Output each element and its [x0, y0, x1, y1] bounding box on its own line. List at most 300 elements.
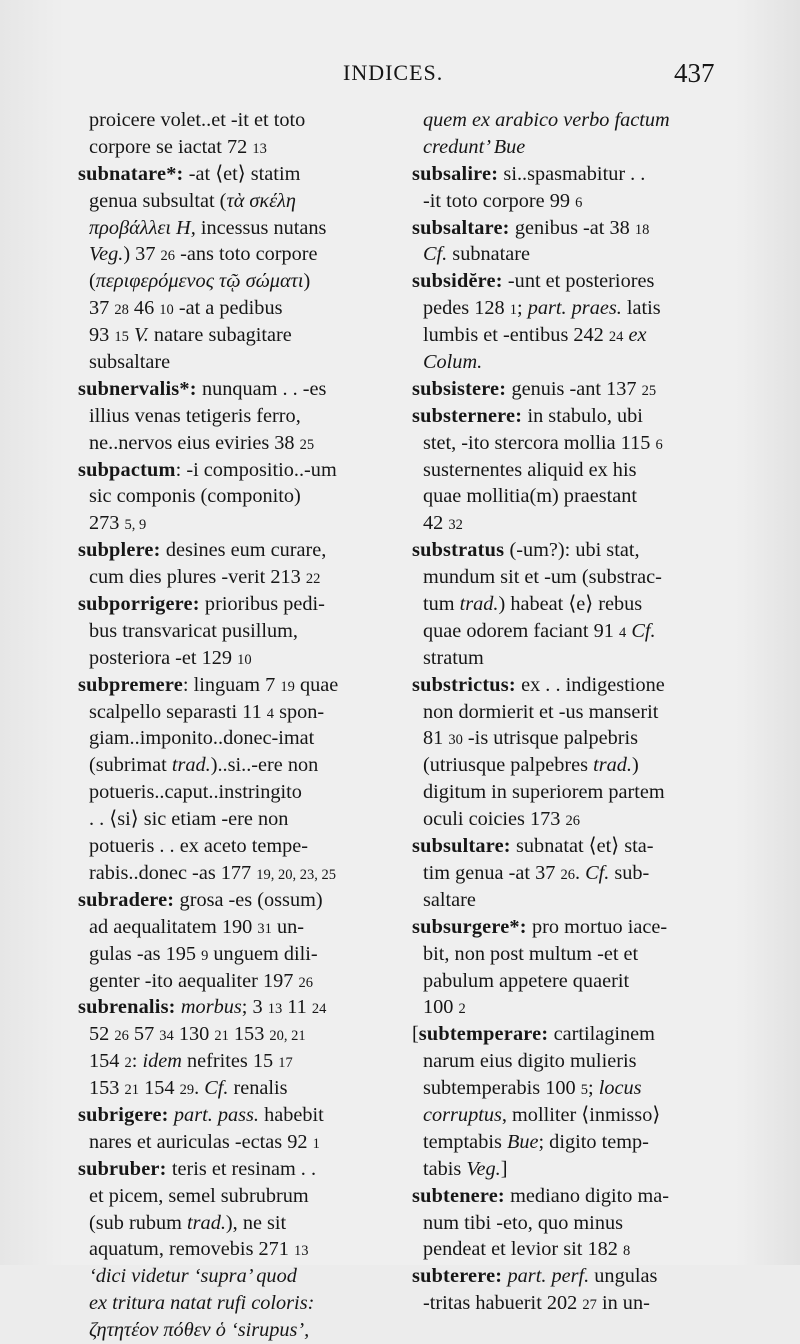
headword: subnatare*: [78, 162, 189, 185]
italic-text: Veg. [89, 243, 124, 266]
italic-text: trad. [593, 754, 632, 777]
text-segment: 153 [228, 1023, 270, 1046]
line-reference: 4 [618, 624, 627, 641]
italic-text: Veg. [466, 1157, 501, 1180]
text-segment: nefrites 15 [181, 1050, 279, 1073]
line-reference: 26 [565, 813, 580, 830]
text-segment: 154 [89, 1050, 125, 1073]
text-segment: ) habeat ⟨e⟩ rebus [498, 593, 643, 616]
text-segment: [ [412, 1023, 419, 1046]
index-entry-line [412, 1021, 722, 1048]
text-segment: stratum [423, 646, 484, 669]
line-reference: 5 [580, 1082, 588, 1099]
text-segment: teris et resinam . . [171, 1157, 317, 1180]
index-entry-line [412, 914, 722, 941]
text-segment: potueris . . ex aceto tempe- [89, 835, 309, 858]
text-segment: pabulum appetere quaerit [423, 969, 630, 992]
text-segment: -tritas habuerit 202 [423, 1292, 583, 1315]
line-reference: 20, 21 [269, 1028, 306, 1045]
index-line [412, 618, 722, 645]
headword: subrenalis: [78, 996, 181, 1019]
text-segment: sic componis (componito) [89, 485, 301, 508]
text-segment: 100 [423, 996, 459, 1019]
index-line [412, 322, 722, 349]
index-line [412, 779, 722, 806]
text-segment: -unt et posteriores [507, 270, 655, 293]
line-reference: 22 [305, 571, 321, 588]
index-line [78, 215, 378, 242]
headword: subpactum [78, 458, 176, 481]
text-segment: tabis [423, 1157, 467, 1180]
index-line [412, 134, 722, 161]
line-reference: 13 [252, 140, 267, 157]
text-segment: cartilaginem [553, 1023, 655, 1046]
italic-text: morbus [180, 996, 242, 1019]
text-segment: 46 [128, 297, 160, 320]
index-line [78, 914, 378, 941]
text-segment: renalis [228, 1077, 288, 1100]
headword: subnervalis*: [78, 377, 202, 400]
index-line [78, 107, 378, 134]
text-segment: 273 [89, 512, 125, 535]
line-reference: 25 [299, 436, 315, 453]
index-line [412, 645, 722, 672]
line-reference: 8 [622, 1243, 631, 1260]
index-line [412, 295, 722, 322]
text-segment: num tibi -eto, quo minus [423, 1211, 623, 1234]
index-line [78, 833, 378, 860]
text-segment: illius venas tetigeris ferro, [89, 404, 301, 427]
headword: subruber: [78, 1157, 172, 1180]
line-reference: 29 [179, 1082, 195, 1099]
text-segment: bit, non post multum -et et [423, 942, 639, 965]
text-segment: : linguam 7 [182, 673, 281, 696]
line-reference: 19 [280, 678, 295, 695]
index-entry-line [412, 161, 722, 188]
index-line [412, 107, 722, 134]
text-segment: narum eius digito mulieris [423, 1050, 637, 1073]
text-segment: subtemperabis 100 [423, 1077, 581, 1100]
index-line [78, 645, 378, 672]
index-line [78, 968, 378, 995]
index-entry-line [78, 672, 378, 699]
italic-text: trad. [459, 593, 499, 616]
headword: substratus [412, 539, 510, 562]
text-segment: ) 37 [123, 243, 161, 266]
text-segment: prioribus pedi- [204, 593, 325, 616]
text-segment: )..si..-ere non [210, 754, 319, 777]
line-reference: 31 [257, 920, 272, 937]
headword: subsalire: [412, 162, 504, 185]
text-segment: 93 [89, 324, 115, 347]
text-segment: (subrimat [89, 754, 172, 777]
index-entry-line [78, 457, 378, 484]
text-segment: . [574, 861, 586, 884]
line-reference: 26 [298, 974, 313, 991]
index-line [78, 752, 378, 779]
text-segment: mediano digito ma- [510, 1184, 669, 1207]
italic-text: locus [598, 1077, 642, 1100]
index-line [78, 403, 378, 430]
index-entry-line [412, 215, 722, 242]
index-entry-line [412, 1263, 722, 1290]
line-reference: 10 [159, 302, 174, 319]
line-reference: 15 [114, 329, 129, 346]
italic-text: ex [628, 324, 647, 347]
italic-text: trad. [171, 754, 211, 777]
text-segment: ), ne sit [225, 1211, 287, 1234]
text-segment: quae mollitia(m) praestant [423, 485, 638, 508]
index-line [412, 1048, 722, 1075]
italic-text: Colum. [423, 351, 483, 374]
italic-text: ‘dici videtur ‘supra’ quod [89, 1265, 297, 1288]
index-line [412, 725, 722, 752]
text-segment: ne..nervos eius eviries 38 [89, 431, 300, 454]
text-segment: ( [89, 270, 96, 293]
italic-text: trad. [187, 1211, 226, 1234]
text-segment: genuis -ant 137 [511, 377, 642, 400]
index-line [78, 618, 378, 645]
italic-text: part. praes. [527, 297, 622, 320]
index-line [412, 430, 722, 457]
index-line [78, 1021, 378, 1048]
headword: subsidĕre: [412, 270, 508, 293]
text-segment: latis [621, 297, 661, 320]
index-line [78, 322, 378, 349]
text-segment: in stabulo, ubi [527, 404, 643, 427]
italic-text: Cf. [585, 861, 610, 884]
index-line [412, 510, 722, 537]
index-line [412, 699, 722, 726]
headword: substernere: [412, 404, 528, 427]
text-segment: : -i compositio..-um [175, 458, 337, 481]
text-segment: scalpello separasti 11 [89, 700, 267, 723]
line-reference: 9 [201, 947, 209, 964]
index-line [412, 1129, 722, 1156]
text-segment: 37 [89, 297, 115, 320]
text-segment: -is utrisque palpebris [462, 727, 639, 750]
index-entry-line [412, 672, 722, 699]
text-segment: 11 [282, 996, 312, 1019]
headword: subpremere [78, 673, 183, 696]
headword: subplere: [78, 539, 166, 562]
index-line [78, 1183, 378, 1210]
text-segment: rabis..donec -as 177 [89, 861, 257, 884]
index-line [78, 1075, 378, 1102]
text-segment: ; [587, 1077, 599, 1100]
text-segment: mundum sit et -um (substrac- [423, 566, 662, 589]
line-reference: 28 [114, 302, 129, 319]
text-segment: 52 [89, 1023, 115, 1046]
text-segment: ungulas [589, 1265, 658, 1288]
index-line [78, 1263, 378, 1290]
index-line [78, 779, 378, 806]
text-segment: subnatare [447, 243, 531, 266]
index-line [412, 241, 722, 268]
headword: subtenere: [412, 1184, 511, 1207]
text-segment: gulas -as 195 [89, 942, 202, 965]
line-reference: 19, 20, 23, 25 [256, 866, 337, 883]
index-line [412, 887, 722, 914]
headword: subsurgere*: [412, 915, 532, 938]
text-segment: (sub rubum [89, 1211, 188, 1234]
index-line [78, 725, 378, 752]
index-line [78, 241, 378, 268]
index-entry-line [78, 1156, 378, 1183]
text-segment: ) [631, 754, 639, 777]
headword: subradere: [78, 888, 180, 911]
text-segment: aquatum, removebis 271 [89, 1238, 295, 1261]
index-line [78, 1317, 378, 1344]
index-line [412, 483, 722, 510]
index-entry-line [78, 537, 378, 564]
italic-text: Cf. [423, 243, 448, 266]
line-reference: 17 [278, 1055, 293, 1072]
text-segment: corpore se iactat 72 [89, 135, 253, 158]
text-segment: . [194, 1077, 205, 1100]
index-line [78, 430, 378, 457]
text-segment: et picem, semel subrubrum [89, 1184, 309, 1207]
text-segment: : [131, 1050, 143, 1073]
text-segment: pendeat et levior sit 182 [423, 1238, 623, 1261]
line-reference: 2 [124, 1055, 132, 1072]
text-segment: natare subagitare [148, 324, 292, 347]
italic-text: corruptus [423, 1103, 502, 1126]
text-segment: 42 [423, 512, 449, 535]
text-segment: -at ⟨et⟩ statim [188, 162, 301, 185]
text-segment: oculi coicies 173 [423, 808, 566, 831]
index-line [412, 968, 722, 995]
line-reference: 6 [575, 194, 583, 211]
line-reference: 25 [641, 382, 657, 399]
index-line [78, 188, 378, 215]
index-line [412, 349, 722, 376]
line-reference: 24 [608, 329, 624, 346]
line-reference: 13 [294, 1243, 309, 1260]
line-reference: 6 [655, 436, 663, 453]
italic-text: quem ex arabico verbo factum [423, 109, 670, 131]
index-entry-line [412, 268, 722, 295]
index-line [412, 1236, 722, 1263]
line-reference: 13 [267, 1001, 283, 1018]
headword: subporrigere: [78, 593, 205, 616]
italic-text: V. [133, 324, 149, 347]
index-entry-line [412, 833, 722, 860]
index-line [78, 699, 378, 726]
text-segment: habebit [259, 1103, 324, 1126]
index-line [412, 1290, 722, 1317]
text-segment: (utriusque palpebres [423, 754, 594, 777]
text-segment: ex . . indigestione [521, 673, 665, 696]
text-segment: non dormierit et -us manserit [423, 700, 659, 723]
index-line [78, 806, 378, 833]
text-segment: grosa -es (ossum) [179, 888, 323, 911]
index-entry-line [412, 1183, 722, 1210]
text-segment: , molliter ⟨inmisso⟩ [501, 1103, 661, 1126]
headword: subterere: [412, 1265, 508, 1288]
line-reference: 26 [114, 1028, 129, 1045]
italic-text: ex tritura natat rufi coloris: [89, 1292, 315, 1315]
text-segment: sub- [609, 861, 650, 884]
index-entry-line [78, 161, 378, 188]
text-segment: ; digito temp- [538, 1130, 649, 1153]
text-segment: bus transvaricat pusillum, [89, 619, 298, 642]
text-segment: -at a pedibus [173, 297, 283, 320]
index-entry-line [78, 1102, 378, 1129]
italic-text: τὰ σκέλη [226, 189, 296, 212]
line-reference: 34 [159, 1028, 174, 1045]
index-line [78, 1210, 378, 1237]
line-reference: 24 [311, 1001, 327, 1018]
line-reference: 18 [634, 221, 650, 238]
headword: substrictus: [412, 673, 522, 696]
index-line [78, 483, 378, 510]
text-segment: genter -ito aequaliter 197 [89, 969, 299, 992]
text-segment: nunquam . . -es [201, 377, 327, 400]
text-segment: 154 [139, 1077, 180, 1100]
text-segment: quae [294, 673, 339, 696]
index-entry-line [78, 887, 378, 914]
index-line [412, 860, 722, 887]
text-segment: digitum in superiorem partem [423, 781, 665, 804]
page-number: 437 [674, 58, 715, 88]
text-segment: 130 [173, 1023, 215, 1046]
index-entry-line [412, 537, 722, 564]
line-reference: 4 [266, 705, 275, 722]
index-line [412, 1210, 722, 1237]
index-line [412, 752, 722, 779]
index-entry-line [78, 591, 378, 618]
italic-text: part. pass. [173, 1103, 259, 1126]
text-segment: in un- [596, 1292, 650, 1315]
line-reference: 1 [509, 302, 517, 319]
line-reference: 21 [124, 1082, 139, 1099]
text-segment: ad aequalitatem 190 [89, 915, 258, 938]
line-reference: 30 [448, 732, 463, 749]
text-segment: lumbis et -entibus 242 [423, 324, 609, 347]
page-header [0, 58, 800, 98]
index-line [78, 268, 378, 295]
text-segment: ) [303, 270, 311, 293]
text-segment: . . ⟨si⟩ sic etiam -ere non [89, 808, 289, 831]
index-line [412, 806, 722, 833]
headword: subtemperare: [418, 1023, 554, 1046]
right-column [412, 107, 722, 1317]
italic-text: credunt’ Bue [423, 135, 526, 158]
index-line [412, 564, 722, 591]
index-line [412, 1075, 722, 1102]
text-segment: tum [423, 593, 460, 616]
index-line [78, 510, 378, 537]
text-segment: cum dies plures -verit 213 [89, 566, 306, 589]
text-segment: potueris..caput..instringito [89, 781, 302, 804]
italic-text: προβάλλει H, [89, 216, 196, 239]
index-line [78, 941, 378, 968]
index-entry-line [412, 376, 722, 403]
line-reference: 27 [582, 1297, 597, 1314]
index-line [412, 994, 722, 1021]
text-segment: unguem dili- [208, 942, 318, 965]
index-line [412, 591, 722, 618]
index-line [78, 134, 378, 161]
italic-text: περιφερόμενος τῷ σώματι [95, 270, 304, 293]
text-segment: ; 3 [241, 996, 268, 1019]
text-segment: ; [517, 297, 528, 320]
text-segment: susternentes aliquid ex his [423, 458, 637, 481]
index-entry-line [78, 376, 378, 403]
italic-text: Cf. [631, 619, 656, 642]
line-reference: 26 [560, 866, 575, 883]
line-reference: 5, 9 [124, 517, 147, 534]
index-entry-line [412, 403, 722, 430]
text-segment: 153 [89, 1077, 125, 1100]
italic-text: part. perf. [507, 1265, 590, 1288]
text-segment: tim genua -at 37 [423, 861, 561, 884]
index-line [78, 564, 378, 591]
index-line [412, 1102, 722, 1129]
italic-text: Cf. [204, 1077, 229, 1100]
text-segment: pro mortuo iace- [531, 915, 668, 938]
italic-text: Bue [506, 1130, 539, 1153]
headword: subsaltare: [412, 216, 515, 239]
text-segment: quae odorem faciant 91 [423, 619, 619, 642]
text-segment: genibus -at 38 [514, 216, 635, 239]
text-segment: nares et auriculas -ectas 92 [89, 1130, 313, 1153]
text-segment: saltare [423, 888, 476, 911]
text-segment: temptabis [423, 1130, 507, 1153]
text-segment: 57 [128, 1023, 160, 1046]
text-segment: giam..imponito..donec-imat [89, 727, 315, 750]
index-line [78, 860, 378, 887]
headword: subsistere: [412, 377, 512, 400]
index-line [78, 1236, 378, 1263]
index-line [78, 1129, 378, 1156]
index-line [78, 1290, 378, 1317]
index-entry-line [78, 994, 378, 1021]
text-segment: proicere volet..et -it et toto [89, 109, 306, 131]
text-segment: -ans toto corpore [175, 243, 318, 266]
left-column [78, 107, 378, 1344]
line-reference: 32 [448, 517, 463, 534]
text-segment: desines eum curare, [165, 539, 327, 562]
index-line [412, 457, 722, 484]
line-reference: 1 [312, 1135, 320, 1152]
text-segment: (-um?): ubi stat, [509, 539, 640, 562]
text-segment: si..spasmabitur . . [503, 162, 646, 185]
running-title: INDICES. [343, 60, 444, 85]
text-segment: subnatat ⟨et⟩ sta- [516, 835, 654, 858]
headword: subsultare: [412, 835, 517, 858]
text-segment: incessus nutans [195, 216, 327, 239]
index-line [412, 1156, 722, 1183]
line-reference: 26 [160, 248, 176, 265]
italic-text: ζητητέον πόθεν ὁ ‘sirupus’, [89, 1319, 310, 1342]
text-segment: spon- [274, 700, 325, 723]
index-line [78, 349, 378, 376]
text-segment: subsaltare [89, 351, 171, 374]
text-segment: -it toto corpore 99 [423, 189, 576, 212]
index-line [412, 188, 722, 215]
index-line [78, 295, 378, 322]
text-segment: un- [271, 915, 304, 938]
text-segment: stet, -ito stercora mollia 115 [423, 431, 656, 454]
italic-text: idem [142, 1050, 182, 1073]
index-line [78, 1048, 378, 1075]
text-segment: posteriora -et 129 [89, 646, 238, 669]
line-reference: 10 [237, 651, 252, 668]
text-segment: 81 [423, 727, 449, 750]
headword: subrigere: [78, 1103, 174, 1126]
